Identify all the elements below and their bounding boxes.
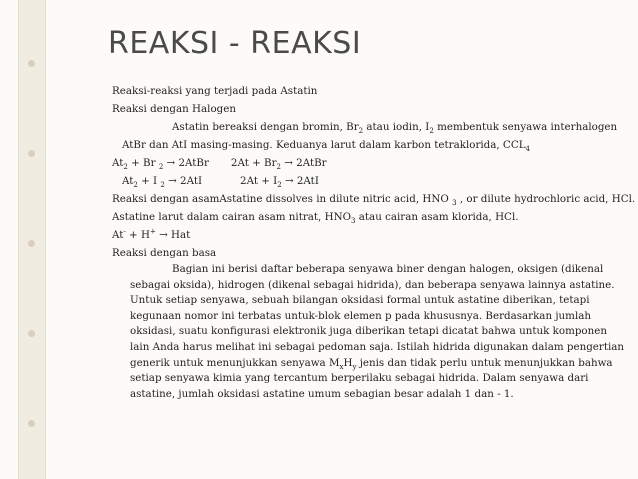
paragraph-line: generik untuk menunjukkan senyawa $M_xH_y$ jenis dan tidak perlu untuk menunjukkan bahwa bbox=[130, 356, 613, 371]
paragraph-line: lain Anda harus melihat ini sebagai pedoman saja. Istilah hidrida digunakan dalam pengertian bbox=[130, 340, 625, 353]
section-heading-halogen: Reaksi dengan Halogen bbox=[112, 103, 236, 115]
slide-title: REAKSI - REAKSI bbox=[108, 26, 362, 61]
border-dot bbox=[28, 240, 35, 247]
text-line: Astatin bereaksi dengan bromin, $Br_2$ atau iodin, $I_2$ membentuk senyawa interhalogen bbox=[172, 121, 618, 136]
paragraph-line: Untuk setiap senyawa, sebuah bilangan oksidasi formal untuk astatine diberikan, tetapi bbox=[130, 294, 590, 307]
paragraph-line: sebagai oksida), hidrogen (dikenal sebagai hidrida), dan beberapa senyawa lainnya astatine. bbox=[130, 278, 615, 291]
paragraph-line: kegunaan nomor ini terbatas untuk-blok elemen p pada khususnya. Berdasarkan jumlah bbox=[130, 309, 592, 322]
border-dot bbox=[28, 60, 35, 67]
paragraph-line: Bagian ini berisi daftar beberapa senyawa biner dengan halogen, oksigen (dikenal bbox=[172, 263, 604, 275]
border-dot bbox=[28, 420, 35, 427]
text-line: Reaksi dengan asamAstatine dissolves in dilute nitric acid, HNO $_3$ , or dilute hydrochloric acid, HCl. bbox=[112, 193, 636, 208]
section-heading-basa: Reaksi dengan basa bbox=[112, 247, 217, 259]
paragraph-line: astatine, jumlah oksidasi astatine umum sebagian besar adalah 1 dan - 1. bbox=[130, 387, 514, 400]
decorative-left-border bbox=[18, 0, 46, 479]
border-dot bbox=[28, 150, 35, 157]
equation-line: $At_2 + Br$ $_2$ → 2AtBr $2At + Br_2$ → 2AtBr bbox=[112, 157, 327, 172]
border-dot bbox=[28, 330, 35, 337]
paragraph-line: oksidasi, suatu konfigurasi elektronik juga diberikan tetapi dicatat bahwa untuk komponen bbox=[130, 325, 607, 338]
slide-content bbox=[112, 82, 636, 402]
text-line: AtBr dan AtI masing-masing. Keduanya larut dalam karbon tetraklorida, $CCL_4$ bbox=[122, 139, 530, 154]
equation-line: $At_2 + I$ $_2$ → 2AtI $2At + I_2 \to 2AtI$ bbox=[122, 175, 319, 190]
text-line: Astatine larut dalam cairan asam nitrat, $HNO_3$ atau cairan asam klorida, HCl. bbox=[112, 211, 519, 226]
body-paragraph bbox=[112, 262, 625, 402]
paragraph-line: setiap senyawa kimia yang tercantum berperilaku sebagai hidrida. Dalam senyawa dari bbox=[130, 372, 589, 385]
equation-line: At- + H+ → Hat bbox=[112, 227, 191, 241]
text-line: Reaksi-reaksi yang terjadi pada Astatin bbox=[112, 85, 318, 97]
